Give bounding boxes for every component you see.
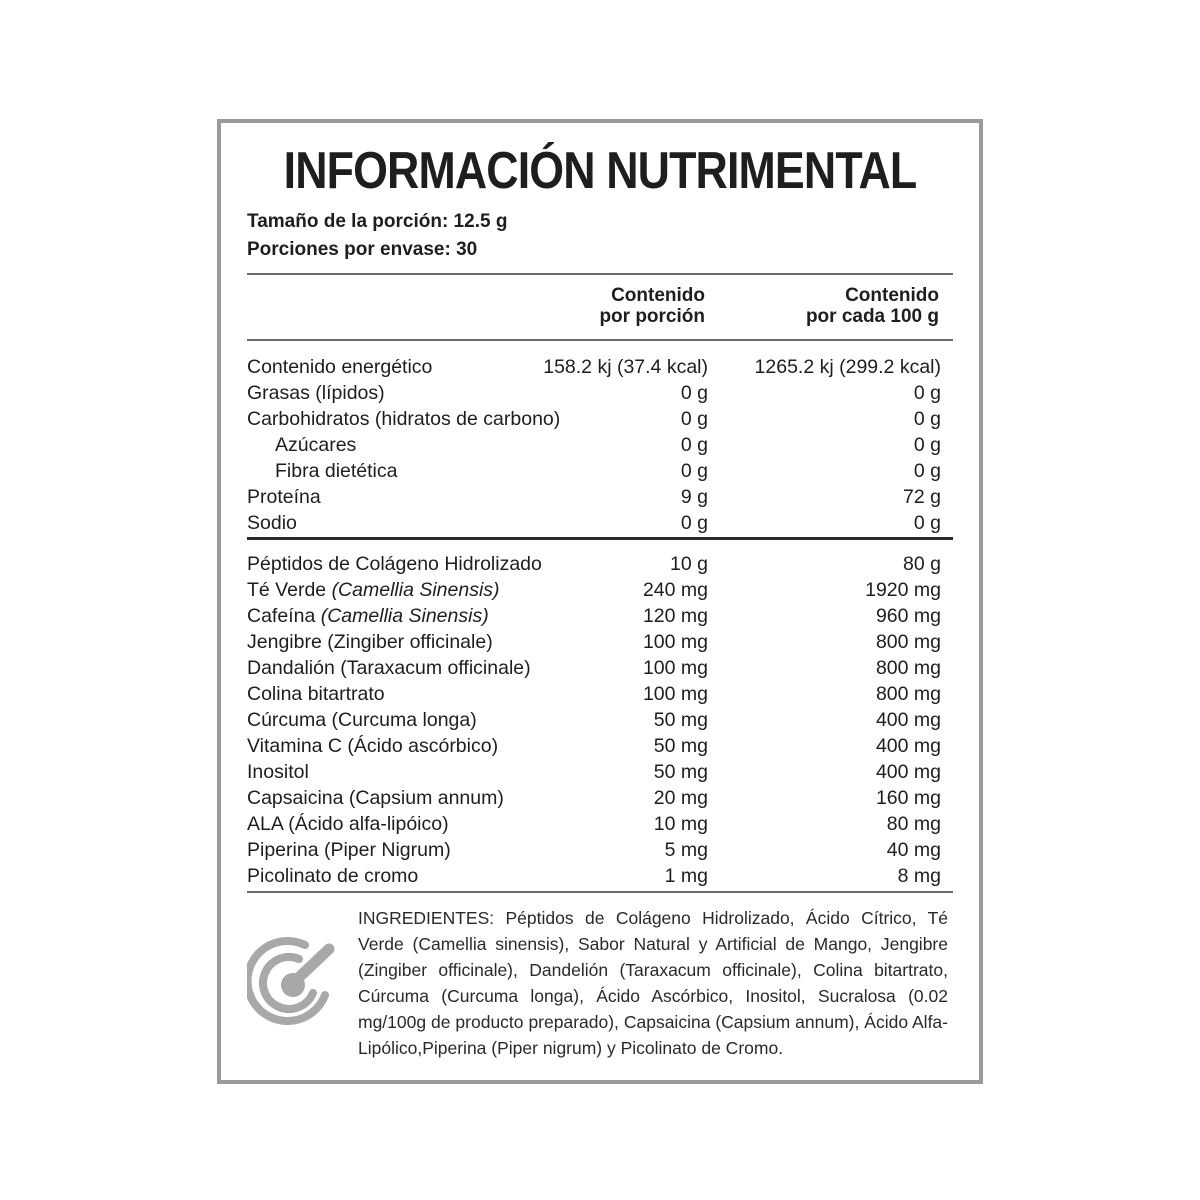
table-row <box>247 837 941 863</box>
row-label: Grasas (lípidos) <box>247 382 385 404</box>
value-per-serving: 10 mg <box>653 813 708 835</box>
divider <box>247 537 953 540</box>
value-per-100g: 160 mg <box>875 787 941 809</box>
value-per-serving: 50 mg <box>653 709 708 731</box>
row-label: Picolinato de cromo <box>247 865 419 887</box>
value-per-100g: 800 mg <box>875 657 941 679</box>
value-per-serving: 100 mg <box>642 657 708 679</box>
divider <box>247 273 953 275</box>
row-label: Jengibre (Zingiber officinale) <box>247 631 493 653</box>
value-per-serving: 0 g <box>680 512 708 534</box>
value-per-100g: 72 g <box>903 486 941 508</box>
row-label: Cafeína (Camellia Sinensis) <box>247 605 489 627</box>
value-per-serving: 158.2 kj (37.4 kcal) <box>543 356 708 378</box>
row-label: Inositol <box>247 761 309 783</box>
value-per-serving: 120 mg <box>642 605 708 627</box>
value-per-serving: 100 mg <box>642 683 708 705</box>
row-label: Té Verde (Camellia Sinensis) <box>247 579 500 601</box>
table-row <box>247 551 941 577</box>
row-label: Cúrcuma (Curcuma longa) <box>247 709 477 731</box>
row-label: Sodio <box>247 512 297 534</box>
value-per-serving: 100 mg <box>642 631 708 653</box>
table-row <box>247 484 941 510</box>
row-label: Proteína <box>247 486 321 508</box>
value-per-100g: 40 mg <box>886 839 941 861</box>
ingredients-text: INGREDIENTES: Péptidos de Colágeno Hidrolizado, Ácido Cítrico, Té Verde (Camellia sinensis), Sabor Natural y Artificial de Mango, Jengibre (Zingiber officinale), Dandelión (Taraxacum officinale), Colina bitartrato, Cúrcuma (Curcuma longa), Ácido Ascórbico, Inositol, Sucralosa (0.02 mg/100g de producto preparado), Capsaicina (Capsium annum), Ácido Alfa-Lipólico,Piperina (Piper nigrum) y Picolinato de Cromo. <box>358 908 948 1058</box>
value-per-serving: 1 mg <box>664 865 708 887</box>
row-label: Colina bitartrato <box>247 683 385 705</box>
value-per-serving: 20 mg <box>653 787 708 809</box>
table-row <box>247 785 941 811</box>
table-row <box>247 510 941 536</box>
row-label: Azúcares <box>275 434 357 456</box>
table-row <box>247 603 941 629</box>
value-per-100g: 800 mg <box>875 683 941 705</box>
column-header-per-100g: Contenido por cada 100 g <box>805 285 939 327</box>
value-per-100g: 800 mg <box>875 631 941 653</box>
column-header-per-serving: Contenido por porción <box>599 285 705 327</box>
value-per-100g: 0 g <box>913 408 941 430</box>
value-per-100g: 960 mg <box>875 605 941 627</box>
table-row <box>247 380 941 406</box>
value-per-100g: 0 g <box>913 512 941 534</box>
table-row <box>247 863 941 889</box>
table-row <box>247 432 941 458</box>
row-label: Fibra dietética <box>275 460 398 482</box>
divider <box>247 339 953 341</box>
row-label: Péptidos de Colágeno Hidrolizado <box>247 553 542 575</box>
nutrition-facts-panel <box>217 119 983 1084</box>
value-per-100g: 1265.2 kj (299.2 kcal) <box>754 356 941 378</box>
value-per-100g: 0 g <box>913 382 941 404</box>
value-per-100g: 8 mg <box>897 865 941 887</box>
serving-size: Tamaño de la porción: 12.5 g <box>247 211 508 232</box>
value-per-serving: 50 mg <box>653 761 708 783</box>
row-label: ALA (Ácido alfa-lipóico) <box>247 813 449 835</box>
table-row <box>247 733 941 759</box>
table-row <box>247 681 941 707</box>
value-per-100g: 400 mg <box>875 709 941 731</box>
value-per-serving: 0 g <box>680 460 708 482</box>
value-per-serving: 240 mg <box>642 579 708 601</box>
value-per-100g: 1920 mg <box>865 579 941 601</box>
value-per-serving: 50 mg <box>653 735 708 757</box>
value-per-100g: 400 mg <box>875 735 941 757</box>
value-per-100g: 0 g <box>913 460 941 482</box>
value-per-100g: 80 mg <box>886 813 941 835</box>
value-per-100g: 0 g <box>913 434 941 456</box>
table-row <box>247 811 941 837</box>
value-per-serving: 0 g <box>680 408 708 430</box>
servings-per-container: Porciones por envase: 30 <box>247 239 478 260</box>
row-label: Piperina (Piper Nigrum) <box>247 839 451 861</box>
table-row <box>247 759 941 785</box>
table-row <box>247 629 941 655</box>
table-row <box>247 406 941 432</box>
row-label: Contenido energético <box>247 356 433 378</box>
panel-title: INFORMACIÓN NUTRIMENTAL <box>283 142 917 200</box>
row-label: Carbohidratos (hidratos de carbono) <box>247 408 561 430</box>
value-per-100g: 400 mg <box>875 761 941 783</box>
value-per-serving: 0 g <box>680 434 708 456</box>
value-per-serving: 9 g <box>680 486 708 508</box>
row-label: Capsaicina (Capsium annum) <box>247 787 504 809</box>
table-row <box>247 577 941 603</box>
value-per-serving: 0 g <box>680 382 708 404</box>
table-row <box>247 707 941 733</box>
table-row <box>247 655 941 681</box>
row-label: Dandalión (Taraxacum officinale) <box>247 657 531 679</box>
table-row <box>247 458 941 484</box>
divider <box>247 891 953 893</box>
value-per-serving: 5 mg <box>664 839 708 861</box>
row-label: Vitamina C (Ácido ascórbico) <box>247 735 499 757</box>
value-per-serving: 10 g <box>670 553 708 575</box>
value-per-100g: 80 g <box>903 553 941 575</box>
table-row <box>247 354 941 380</box>
mortar-pestle-icon <box>247 935 343 1031</box>
